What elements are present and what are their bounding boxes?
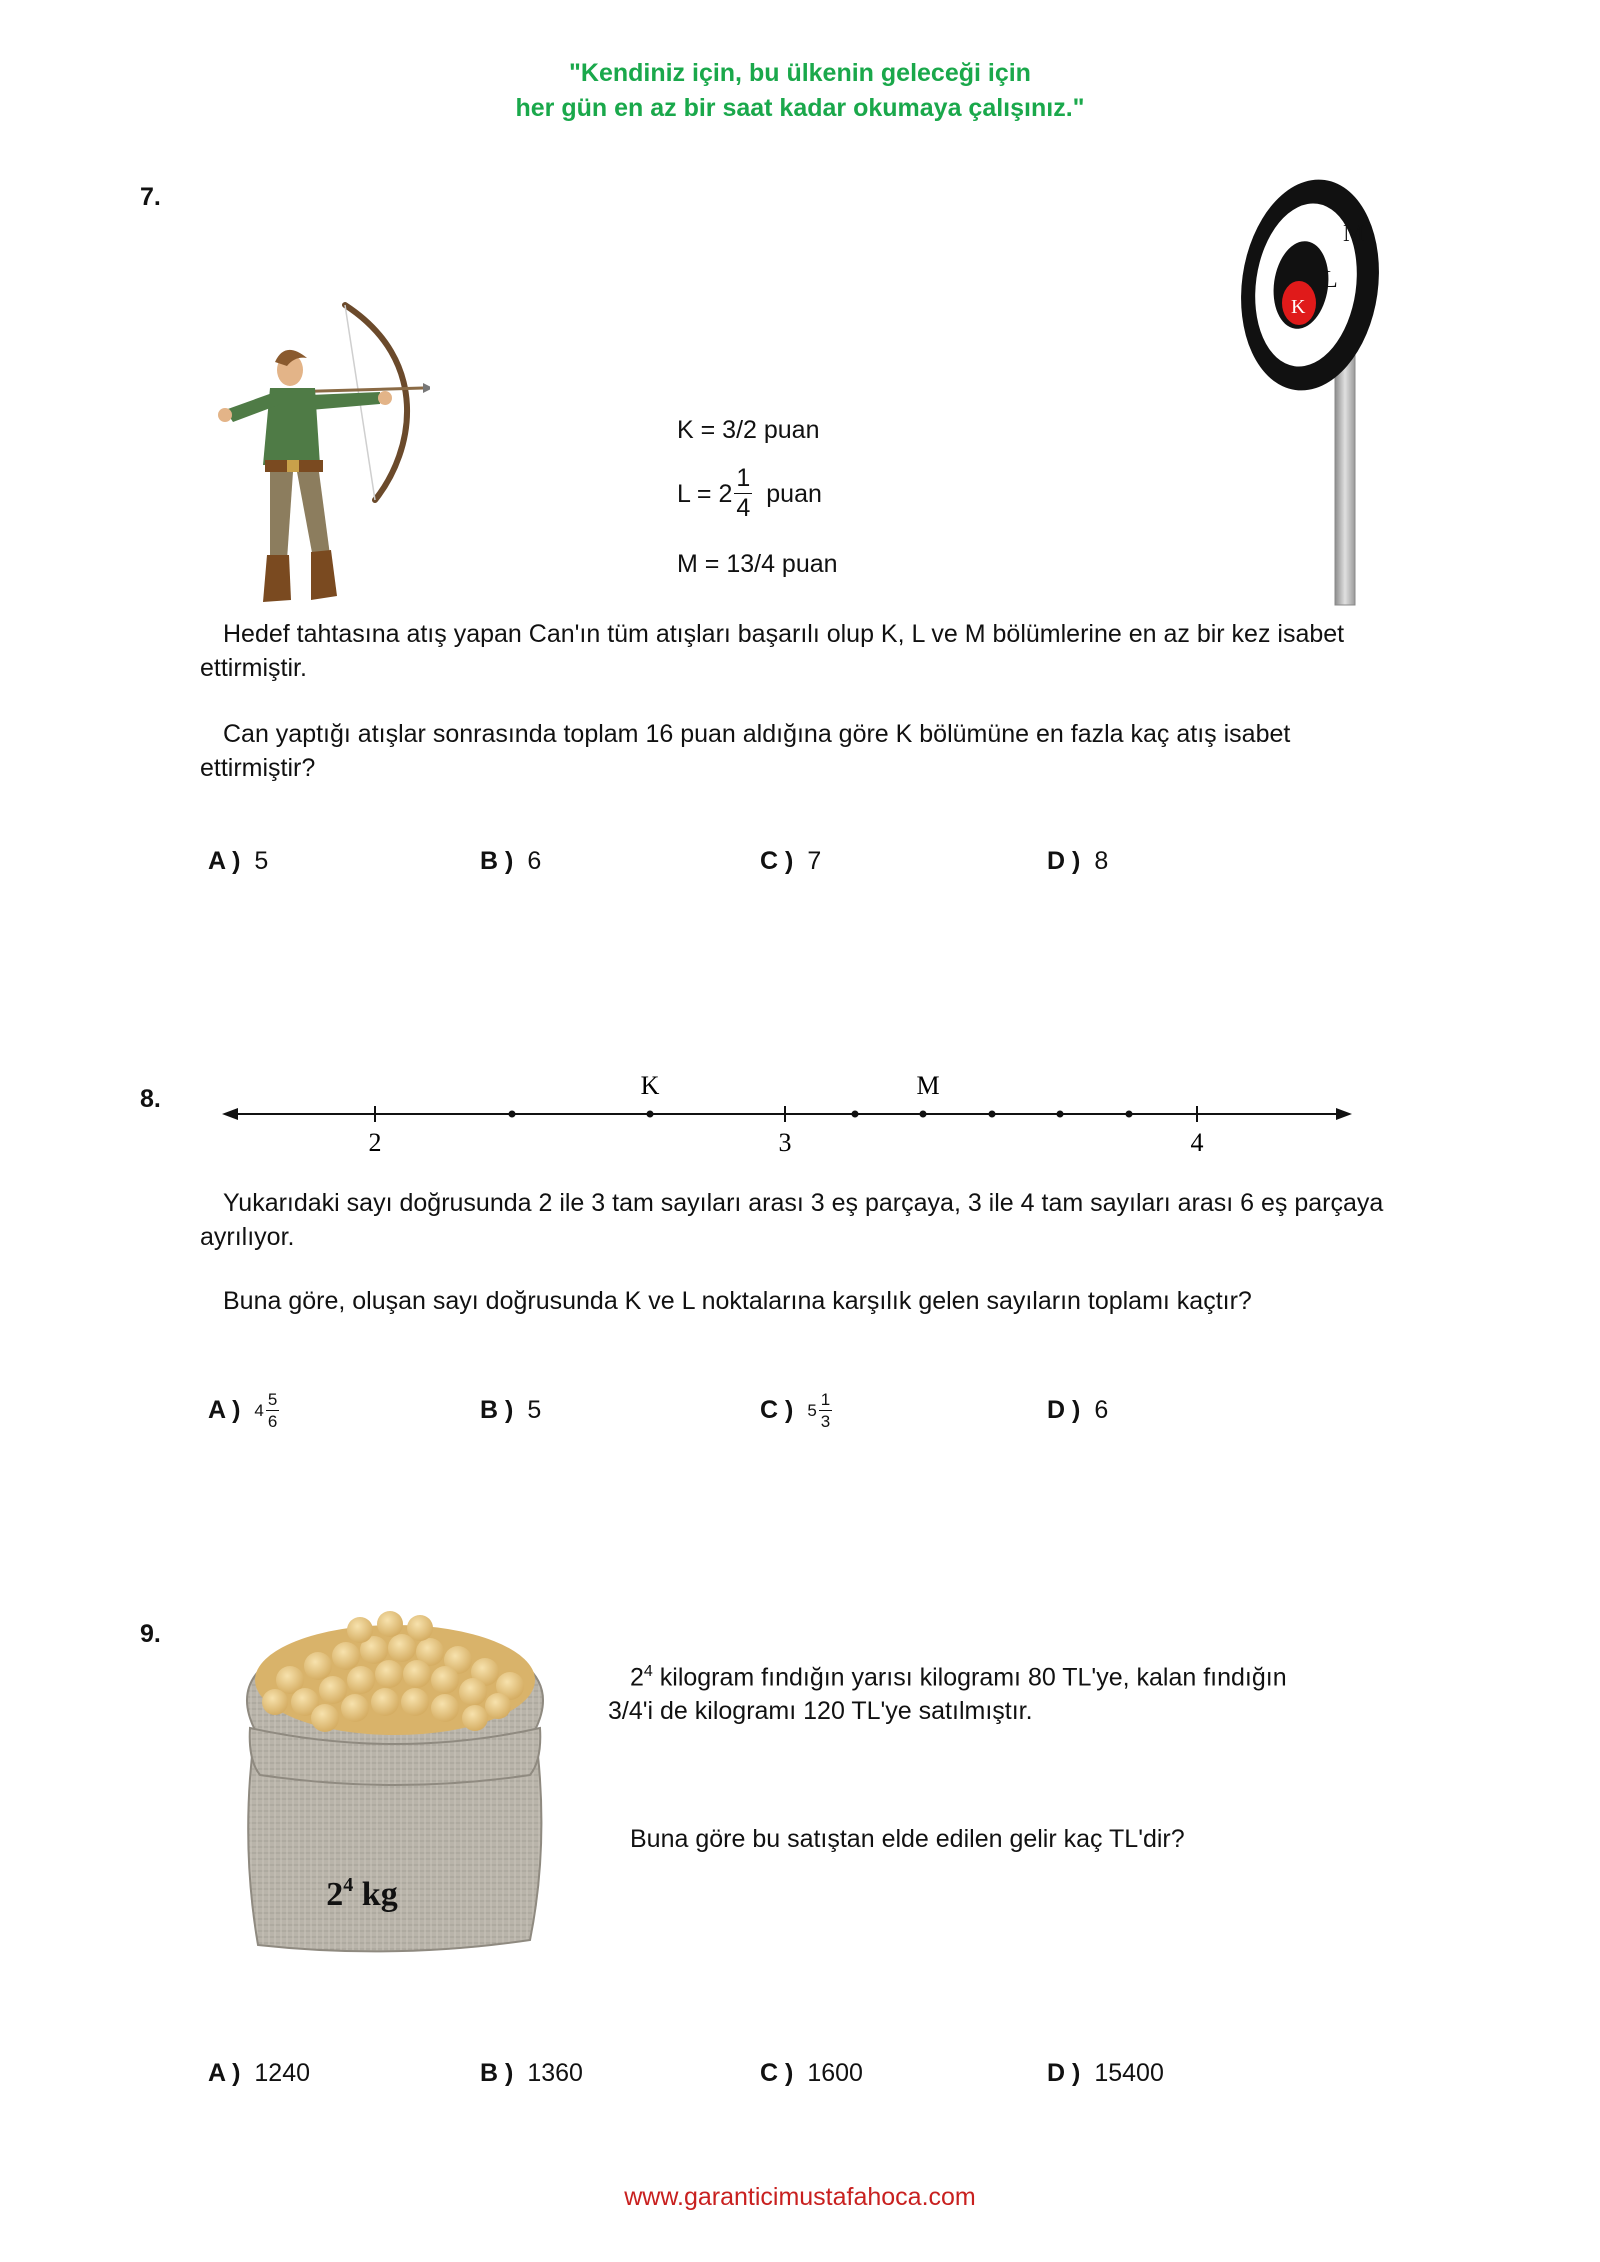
q8-option-d-label: D ) — [1047, 1396, 1081, 1424]
q9-option-c[interactable] — [760, 2059, 863, 2088]
question-9-options — [0, 2059, 1600, 2089]
number-line-label-2: 2 — [368, 1128, 382, 1157]
q8-option-c-label: C ) — [760, 1396, 794, 1424]
target-label-m: M — [1343, 221, 1365, 247]
q9-option-a-label: A ) — [208, 2059, 241, 2087]
question-7-number: 7. — [140, 183, 161, 211]
q7-option-a[interactable] — [208, 847, 268, 876]
q9-option-b[interactable] — [480, 2059, 583, 2088]
q8-option-a[interactable] — [208, 1391, 279, 1430]
number-line-right-arrow — [1336, 1108, 1352, 1120]
footer-website-link[interactable]: www.garanticimustafahoca.com — [624, 2183, 976, 2211]
archer-illustration — [215, 300, 430, 610]
q8-option-c-denominator: 3 — [820, 1412, 831, 1431]
q9-text-line1-rest: kilogram fındığın yarısı kilogramı 80 TL'ye, kalan fındığın — [652, 1663, 1287, 1692]
score-l-prefix: L = 2 — [677, 479, 733, 508]
question-9-line-1 — [630, 1655, 1390, 1694]
q9-option-b-value: 1360 — [527, 2059, 583, 2087]
q9-text-exponent: 4 — [643, 1663, 653, 1680]
q8-option-b-label: B ) — [480, 1396, 514, 1424]
q7-option-b-value: 6 — [527, 847, 542, 875]
division-point — [989, 1111, 996, 1118]
q9-option-c-value: 1600 — [807, 2059, 863, 2087]
number-line — [220, 1070, 1360, 1160]
score-l-suffix: puan — [766, 479, 822, 508]
hazelnut-bag-illustration — [230, 1610, 560, 1970]
q8-option-a-numerator: 5 — [267, 1390, 278, 1409]
number-line-label-3: 3 — [778, 1128, 792, 1157]
page-header-quote — [0, 56, 1600, 126]
q7-option-d-value: 8 — [1094, 847, 1109, 875]
q8-option-c[interactable] — [760, 1391, 832, 1430]
target-label-k: K — [1291, 296, 1306, 318]
score-l-denominator: 4 — [736, 494, 751, 522]
header-line-1: "Kendiniz için, bu ülkenin geleceği için — [569, 59, 1031, 87]
q8-option-b[interactable] — [480, 1396, 541, 1425]
header-line-2: her gün en az bir saat kadar okumaya çalışınız." — [515, 94, 1085, 122]
q9-option-d-value: 15400 — [1094, 2059, 1164, 2087]
division-point — [1057, 1111, 1064, 1118]
q9-option-a[interactable] — [208, 2059, 310, 2088]
q8-option-c-value — [807, 1391, 832, 1430]
number-line-label-m: M — [916, 1071, 940, 1100]
score-l-fraction — [734, 466, 752, 521]
division-point — [1126, 1111, 1133, 1118]
q8-option-c-fraction — [819, 1391, 832, 1430]
q7-option-d-label: D ) — [1047, 847, 1081, 875]
score-l — [677, 466, 822, 521]
q7-option-b-label: B ) — [480, 847, 514, 875]
score-k: K = 3/2 puan — [677, 416, 820, 444]
q8-option-b-value: 5 — [527, 1396, 542, 1424]
q7-option-c[interactable] — [760, 847, 821, 876]
division-point — [509, 1111, 516, 1118]
bag-label-exponent: 4 — [343, 1874, 354, 1896]
question-8-paragraph-1: Yukarıdaki sayı doğrusunda 2 ile 3 tam sayıları arası 3 eş parçaya, 3 ile 4 tam sayıları arası 6 eş parçaya ayrılıyor. — [200, 1189, 1384, 1251]
question-7-paragraph-1: Hedef tahtasına atış yapan Can'ın tüm atışları başarılı olup K, L ve M bölümlerine en az bir kez isabet ettirmiştir. — [200, 620, 1345, 682]
q9-option-d-label: D ) — [1047, 2059, 1081, 2087]
question-7-paragraph-2: Can yaptığı atışlar sonrasında toplam 16 puan aldığına göre K bölümüne en fazla kaç atış isabet ettirmiştir? — [200, 720, 1291, 782]
q8-option-a-value — [254, 1391, 279, 1430]
question-8-number: 8. — [140, 1085, 161, 1113]
score-l-numerator: 1 — [736, 464, 751, 492]
number-line-label-k: K — [640, 1071, 660, 1100]
q8-option-a-denominator: 6 — [267, 1412, 278, 1431]
question-9-line-2: 3/4'i de kilogramı 120 TL'ye satılmıştır. — [608, 1697, 1033, 1726]
q9-text-base: 2 — [630, 1663, 644, 1692]
q8-option-d[interactable] — [1047, 1396, 1108, 1425]
bag-label-base: 2 — [326, 1876, 344, 1913]
division-point — [920, 1111, 927, 1118]
number-line-left-arrow — [222, 1108, 238, 1120]
q8-option-a-label: A ) — [208, 1396, 241, 1424]
number-line-label-4: 4 — [1190, 1128, 1204, 1157]
division-point — [852, 1111, 859, 1118]
target-label-l: L — [1323, 267, 1338, 293]
question-9-question: Buna göre bu satıştan elde edilen gelir kaç TL'dir? — [630, 1825, 1185, 1853]
q8-option-a-fraction — [266, 1391, 279, 1430]
bag-label-unit: kg — [353, 1876, 398, 1913]
q9-option-d[interactable] — [1047, 2059, 1164, 2088]
q8-option-d-value: 6 — [1094, 1396, 1109, 1424]
question-7-options — [0, 847, 1600, 877]
q7-option-b[interactable] — [480, 847, 541, 876]
q7-option-a-value: 5 — [254, 847, 269, 875]
question-8-paragraph-2: Buna göre, oluşan sayı doğrusunda K ve L noktalarına karşılık gelen sayıların toplamı kaçtır? — [223, 1287, 1252, 1315]
q8-option-c-numerator: 1 — [820, 1390, 831, 1409]
q9-option-c-label: C ) — [760, 2059, 794, 2087]
q8-option-c-whole: 5 — [807, 1400, 817, 1420]
score-m: M = 13/4 puan — [677, 550, 838, 578]
question-9-text — [608, 1655, 1390, 1728]
bag-label — [326, 1874, 397, 1913]
q7-option-a-label: A ) — [208, 847, 241, 875]
q9-option-a-value: 1240 — [254, 2059, 311, 2087]
division-point — [647, 1111, 654, 1118]
q8-option-a-whole: 4 — [254, 1400, 264, 1420]
target-board-illustration — [1230, 175, 1390, 615]
q7-option-c-label: C ) — [760, 847, 794, 875]
q9-option-b-label: B ) — [480, 2059, 514, 2087]
question-8-options — [0, 1385, 1600, 1435]
question-9-number: 9. — [140, 1620, 161, 1648]
q7-option-c-value: 7 — [807, 847, 822, 875]
q7-option-d[interactable] — [1047, 847, 1108, 876]
